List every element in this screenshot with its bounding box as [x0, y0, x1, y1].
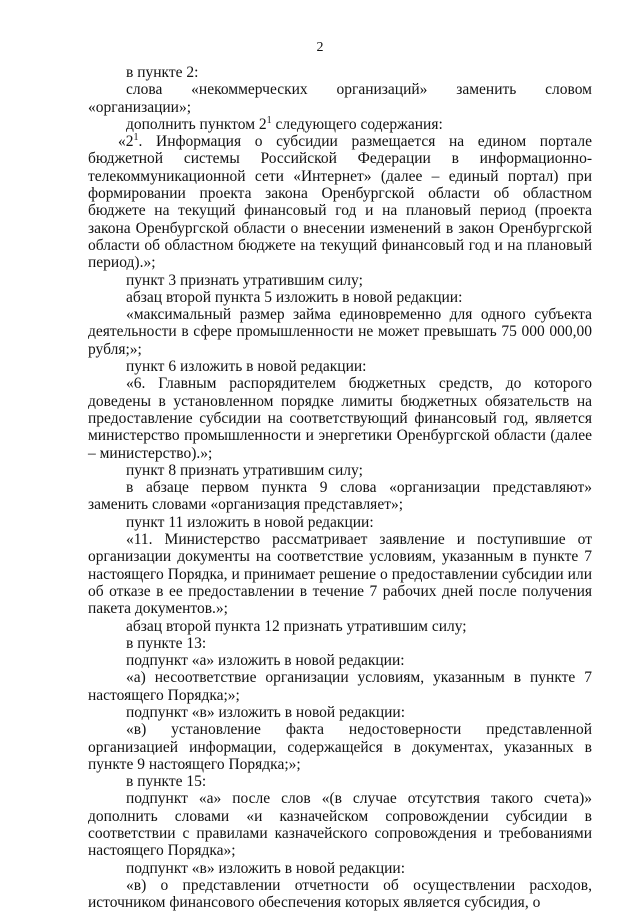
paragraph-7: «максимальный размер займа единовременно для одного субъекта деятельности в сфере промышленности не может превышать 75 000 000,00 рубля;»;: [88, 306, 592, 358]
paragraph-9: «6. Главным распорядителем бюджетных средств, до которого доведены в установленном порядке лимиты бюджетных обязательств на предоставление субсидии на соответствующий финансовый год, является министерство промышленности и энергетики Оренбургской области (далее – министерство).»;: [88, 375, 592, 462]
paragraph-3-text-after: следующего содержания:: [271, 115, 443, 133]
paragraph-6: абзац второй пункта 5 изложить в новой редакции:: [126, 288, 463, 306]
superscript-1: 1: [266, 114, 272, 126]
paragraph-16: подпункт «а» изложить в новой редакции:: [126, 652, 405, 670]
paragraph-4: [88, 133, 592, 271]
superscript-2: 1: [133, 132, 139, 144]
paragraph-18: подпункт «в» изложить в новой редакции:: [126, 703, 406, 721]
paragraph-12: пункт 11 изложить в новой редакции:: [126, 513, 374, 531]
paragraph-14: абзац второй пункта 12 признать утратившим силу;: [126, 617, 467, 635]
paragraph-10: пункт 8 признать утратившим силу;: [126, 461, 363, 479]
paragraph-23: «в) о представлении отчетности об осуществлении расходов, источником финансового обеспечения которых является субсидия, о: [88, 876, 592, 912]
document-body: [88, 64, 592, 912]
paragraph-3: [88, 116, 592, 133]
paragraph-21: подпункт «а» после слов «(в случае отсутствия такого счета)» дополнить словами «и казначейском сопровождении субсидии в соответствии с правилами казначейского сопровождения и требованиями настоящего Порядка»;: [88, 790, 592, 860]
paragraph-19: «в) установление факта недостоверности представленной организацией информации, содержащейся в документах, указанных в пункте 9 настоящего Порядка;»;: [88, 721, 592, 773]
paragraph-8: пункт 6 изложить в новой редакции:: [126, 358, 367, 376]
paragraph-4-text: «2: [118, 133, 134, 151]
paragraph-20: в пункте 15:: [126, 773, 207, 791]
paragraph-11: в абзаце первом пункта 9 слова «организации представляют» заменить словами «организация представляет»;: [88, 479, 592, 514]
paragraph-13: «11. Министерство рассматривает заявление и поступившие от организации документы на соответствие условиям, указанным в пункте 7 настоящего Порядка, и принимает решение о предоставлении субсидии или об отказе в ее предоставлении в течение 7 рабочих дней после получения пакета документов.»;: [88, 531, 592, 618]
paragraph-4-text-after: . Информация о субсидии размещается на едином портале бюджетной системы Российской Федерации в информационно-телекоммуникационной сети «Интернет» (далее – единый портал) при формировании проекта закона Оренбургской области об областном бюджете на текущий финансовый год и на плановый период (проекта закона Оренбургской области о внесении изменений в закон Оренбургской области об областном бюджете на текущий финансовый год и на плановый период).»;: [88, 133, 592, 272]
paragraph-17: «а) несоответствие организации условиям, указанным в пункте 7 настоящего Порядка;»;: [88, 669, 592, 704]
paragraph-3-text: дополнить пунктом 2: [126, 115, 267, 133]
paragraph-5: пункт 3 признать утратившим силу;: [126, 271, 363, 289]
page-number: 2: [316, 40, 324, 55]
paragraph-22: подпункт «в» изложить в новой редакции:: [126, 859, 406, 877]
paragraph-1: в пункте 2:: [126, 64, 199, 81]
paragraph-2: слова «некоммерческих организаций» заменить словом «организации»;: [88, 81, 592, 116]
paragraph-15: в пункте 13:: [126, 634, 207, 652]
